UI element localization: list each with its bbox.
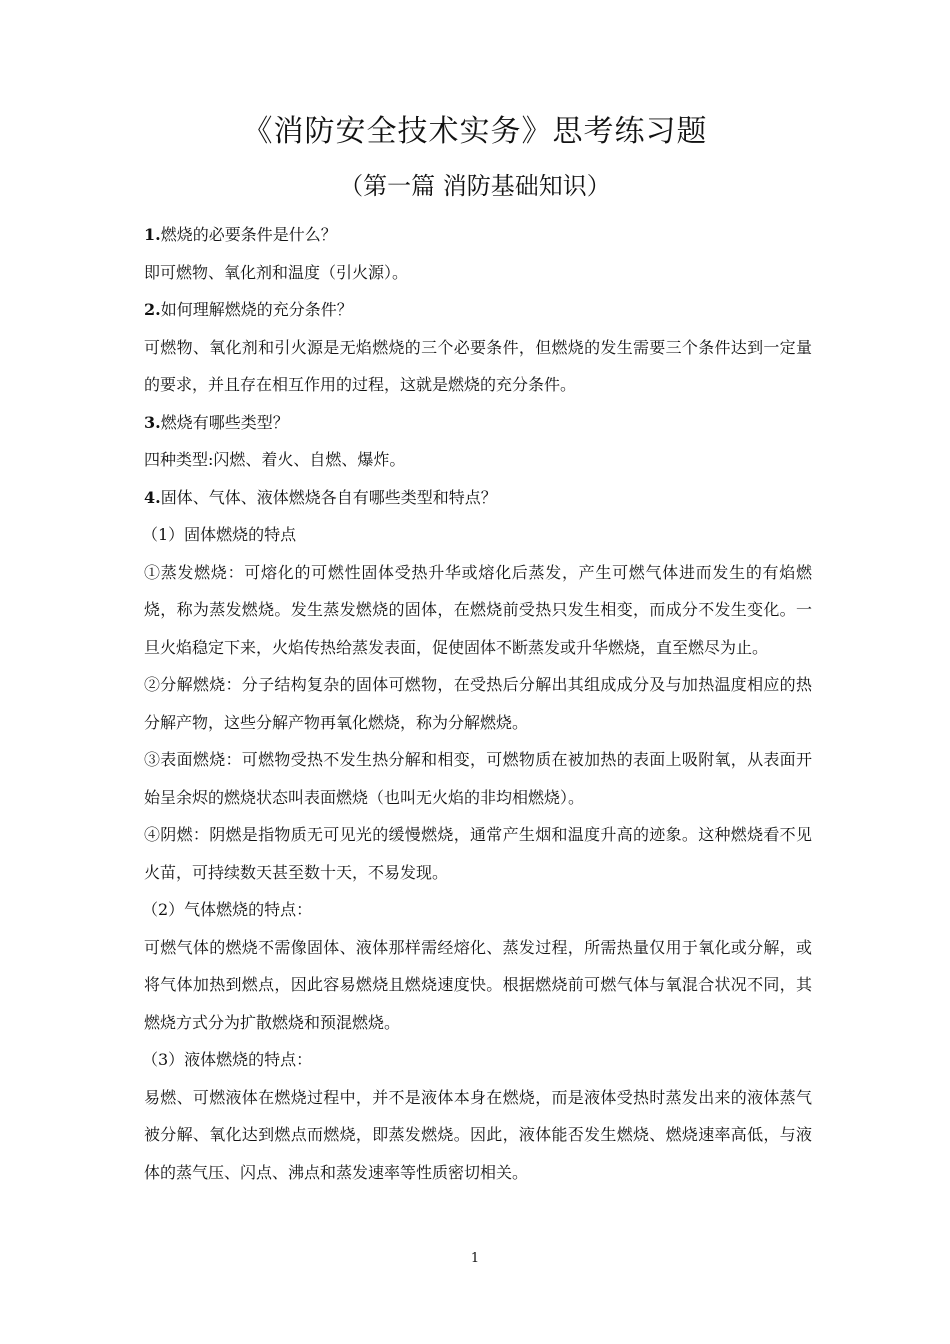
question-text: 燃烧有哪些类型？ (160, 412, 289, 432)
question-1 (144, 216, 812, 254)
question-number: 4. (144, 487, 161, 507)
section-liquid-title: （3）液体燃烧的特点： (142, 1050, 313, 1069)
question-2 (144, 291, 812, 329)
answer-3: 四种类型:闪燃、着火、自燃、爆炸。 (144, 450, 406, 469)
question-number: 1. (144, 225, 161, 244)
question-text: 固体、气体、液体燃烧各自有哪些类型和特点？ (160, 487, 497, 507)
document-subtitle: （第一篇 消防基础知识） (339, 172, 611, 200)
document-body (144, 216, 812, 1191)
section-solid-decomposition: ②分解燃烧：分子结构复杂的固体可燃物，在受热后分解出其组成成分及与加热温度相应的热分解产物，这些分解产物再氧化燃烧，称为分解燃烧。 (144, 675, 812, 732)
section-solid-evaporation: ①蒸发燃烧：可熔化的可燃性固体受热升华或熔化后蒸发，产生可燃气体进而发生的有焰燃烧，称为蒸发燃烧。发生蒸发燃烧的固体，在燃烧前受热只发生相变，而成分不发生变化。一旦火焰稳定下来，火焰传热给蒸发表面，促使固体不断蒸发或升华燃烧，直至燃尽为止。 (144, 562, 812, 657)
answer-1: 即可燃物、氧化剂和温度（引火源）。 (144, 262, 409, 282)
section-gas-title: （2）气体燃烧的特点： (142, 900, 313, 919)
question-4 (144, 479, 812, 517)
section-solid-smoldering: ④阴燃：阴燃是指物质无可见光的缓慢燃烧，通常产生烟和温度升高的迹象。这种燃烧看不见火苗，可持续数天甚至数十天，不易发现。 (144, 825, 812, 882)
answer-2: 可燃物、氧化剂和引火源是无焰燃烧的三个必要条件，但燃烧的发生需要三个条件达到一定量的要求，并且存在相互作用的过程，这就是燃烧的充分条件。 (144, 337, 812, 394)
question-number: 2. (144, 300, 161, 319)
question-3 (144, 404, 812, 442)
section-gas-text: 可燃气体的燃烧不需像固体、液体那样需经熔化、蒸发过程，所需热量仅用于氧化或分解，或将气体加热到燃点，因此容易燃烧且燃烧速度快。根据燃烧前可燃气体与氧混合状况不同，其燃烧方式分为扩散燃烧和预混燃烧。 (144, 937, 812, 1032)
question-number: 3. (144, 412, 161, 432)
section-solid-surface: ③表面燃烧：可燃物受热不发生热分解和相变，可燃物质在被加热的表面上吸附氧，从表面开始呈余烬的燃烧状态叫表面燃烧（也叫无火焰的非均相燃烧）。 (144, 750, 812, 807)
section-solid-title: （1）固体燃烧的特点 (142, 525, 297, 544)
page-number: 1 (470, 1251, 480, 1266)
question-text: 燃烧的必要条件是什么？ (160, 225, 337, 244)
section-liquid-text: 易燃、可燃液体在燃烧过程中，并不是液体本身在燃烧，而是液体受热时蒸发出来的液体蒸气被分解、氧化达到燃点而燃烧，即蒸发燃烧。因此，液体能否发生燃烧、燃烧速率高低，与液体的蒸气压、闪点、沸点和蒸发速率等性质密切相关。 (144, 1087, 812, 1182)
document-title: 《消防安全技术实务》思考练习题 (242, 114, 708, 149)
question-text: 如何理解燃烧的充分条件？ (160, 300, 353, 319)
